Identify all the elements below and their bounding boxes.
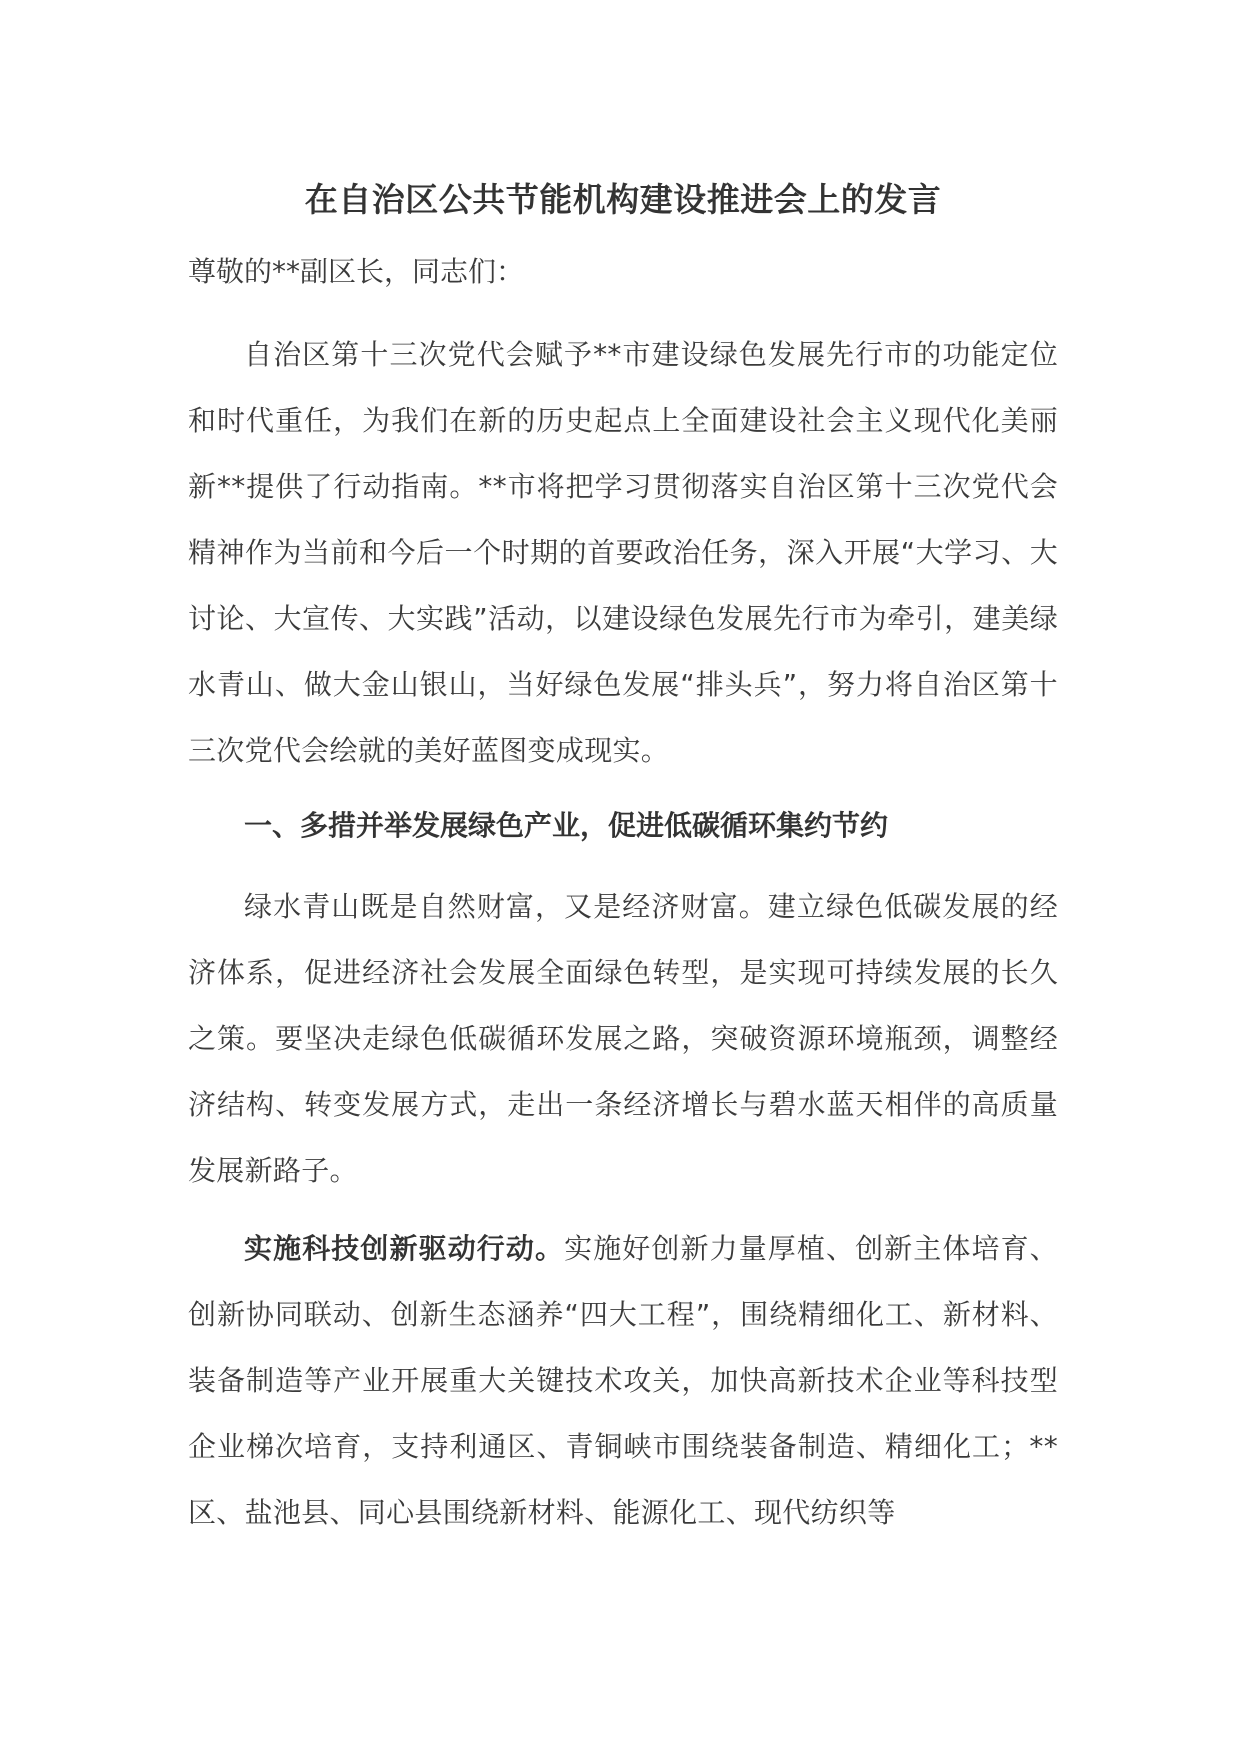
paragraph-intro: 自治区第十三次党代会赋予**市建设绿色发展先行市的功能定位和时代重任，为我们在新的历史起点上全面建设社会主义现代化美丽新**提供了行动指南。**市将把学习贯彻落实自治区第十三次党代会精神作为当前和今后一个时期的首要政治任务，深入开展“大学习、大讨论、大宣传、大实践”活动，以建设绿色发展先行市为牵引，建美绿水青山、做大金山银山，当好绿色发展“排头兵”，努力将自治区第十三次党代会绘就的美好蓝图变成现实。: [188, 338, 1058, 767]
paragraph-lead-text: 实施科技创新驱动行动。: [244, 1232, 565, 1265]
section-heading-1: 一、多措并举发展绿色产业，促进低碳循环集约节约: [244, 809, 889, 842]
document-body: [188, 170, 1058, 1558]
paragraph-body-text: 实施好创新力量厚植、创新主体培育、创新协同联动、创新生态涵养“四大工程”，围绕精细化工、新材料、装备制造等产业开展重大关键技术攻关，加快高新技术企业等科技型企业梯次培育，支持利通区、青铜峡市围绕装备制造、精细化工；**区、盐池县、同心县围绕新材料、能源化工、现代纺织等: [188, 1232, 1058, 1529]
paragraph-tech-innovation: [188, 1216, 1058, 1546]
paragraph-green-economy: 绿水青山既是自然财富，又是经济财富。建立绿色低碳发展的经济体系，促进经济社会发展全面绿色转型，是实现可持续发展的长久之策。要坚决走绿色低碳循环发展之路，突破资源环境瓶颈，调整经济结构、转变发展方式，走出一条经济增长与碧水蓝天相伴的高质量发展新路子。: [188, 890, 1058, 1187]
salutation: 尊敬的**副区长，同志们：: [188, 255, 525, 288]
document-title: 在自治区公共节能机构建设推进会上的发言: [304, 180, 942, 219]
